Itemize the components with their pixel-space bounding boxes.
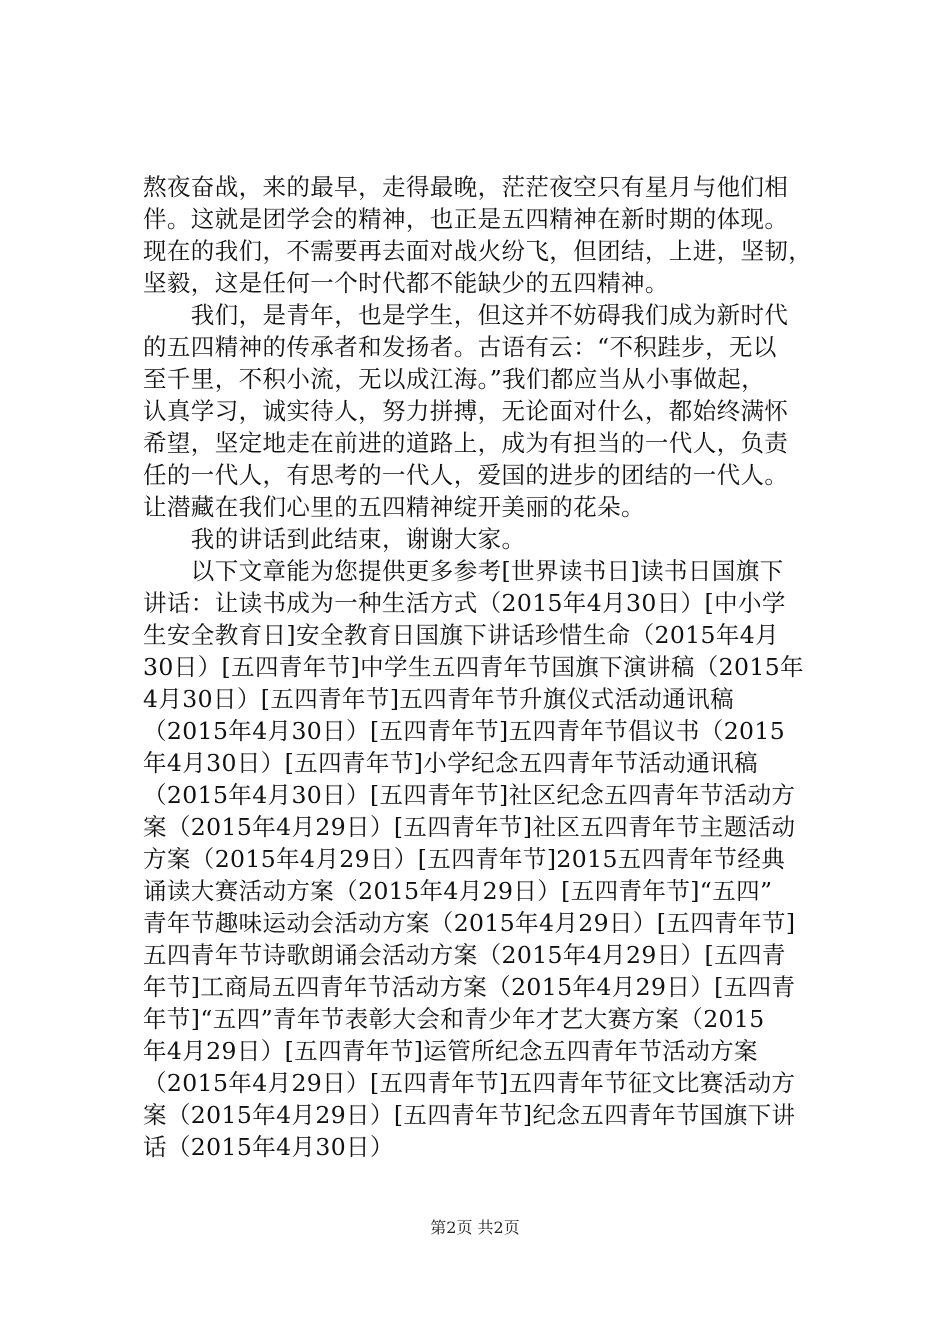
- text-line: 方案（2015年4月29日）[五四青年节]2015五四青年节经典: [143, 845, 786, 873]
- text-line: 诵读大赛活动方案（2015年4月29日）[五四青年节]“五四”: [143, 877, 773, 905]
- document-body: [143, 171, 813, 1163]
- text-line: 年4月29日）[五四青年节]运管所纪念五四青年节活动方案: [143, 1037, 758, 1065]
- text-line: 案（2015年4月29日）[五四青年节]纪念五四青年节国旗下讲: [143, 1101, 796, 1129]
- text-line: 年节]工商局五四青年节活动方案（2015年4月29日）[五四青: [143, 973, 796, 1001]
- text-line: 我的讲话到此结束，谢谢大家。: [143, 525, 526, 553]
- text-line: 的五四精神的传承者和发扬者。古语有云：“不积跬步，无以: [143, 333, 777, 361]
- text-line: 讲话：让读书成为一种生活方式（2015年4月30日）[中小学: [143, 589, 786, 617]
- text-line: 案（2015年4月29日）[五四青年节]社区五四青年节主题活动: [143, 813, 796, 841]
- text-line: 我们，是青年，也是学生，但这并不妨碍我们成为新时代: [143, 301, 789, 329]
- text-line: 以下文章能为您提供更多参考[世界读书日]读书日国旗下: [143, 557, 784, 585]
- text-line: 年4月30日）[五四青年节]小学纪念五四青年节活动通讯稿: [143, 749, 758, 777]
- page-number-footer: 第2页 共2页: [430, 1218, 520, 1237]
- text-line: 五四青年节诗歌朗诵会活动方案（2015年4月29日）[五四青: [143, 941, 786, 969]
- text-line: 坚毅，这是任何一个时代都不能缺少的五四精神。: [143, 269, 669, 297]
- text-line: 认真学习，诚实待人，努力拼搏，无论面对什么，都始终满怀: [143, 397, 789, 425]
- text-line: 话（2015年4月30日）: [143, 1133, 394, 1161]
- text-line: 生安全教育日]安全教育日国旗下讲话珍惜生命（2015年4月: [143, 621, 780, 649]
- text-line: 希望，坚定地走在前进的道路上，成为有担当的一代人，负责: [143, 429, 789, 457]
- text-line: （2015年4月29日）[五四青年节]五四青年节征文比赛活动方: [143, 1069, 796, 1097]
- text-line: （2015年4月30日）[五四青年节]社区纪念五四青年节活动方: [143, 781, 796, 809]
- text-line: 熬夜奋战，来的最早，走得最晚，茫茫夜空只有星月与他们相: [143, 173, 789, 201]
- text-line: 至千里，不积小流，无以成江海。”我们都应当从小事做起，: [143, 365, 766, 393]
- text-line: 4月30日）[五四青年节]五四青年节升旗仪式活动通讯稿: [143, 685, 734, 713]
- text-line: 年节]“五四”青年节表彰大会和青少年才艺大赛方案（2015: [143, 1005, 765, 1033]
- text-line: 伴。这就是团学会的精神，也正是五四精神在新时期的体现。: [143, 205, 789, 233]
- text-line: 任的一代人，有思考的一代人，爱国的进步的团结的一代人。: [143, 461, 789, 489]
- text-line: 30日）[五四青年节]中学生五四青年节国旗下演讲稿（2015年: [143, 653, 804, 681]
- text-line: 现在的我们，不需要再去面对战火纷飞，但团结，上进，坚韧，: [143, 237, 813, 265]
- text-line: 青年节趣味运动会活动方案（2015年4月29日）[五四青年节]: [143, 909, 796, 937]
- text-line: （2015年4月30日）[五四青年节]五四青年节倡议书（2015: [143, 717, 786, 745]
- text-line: 让潜藏在我们心里的五四精神绽开美丽的花朵。: [143, 493, 645, 521]
